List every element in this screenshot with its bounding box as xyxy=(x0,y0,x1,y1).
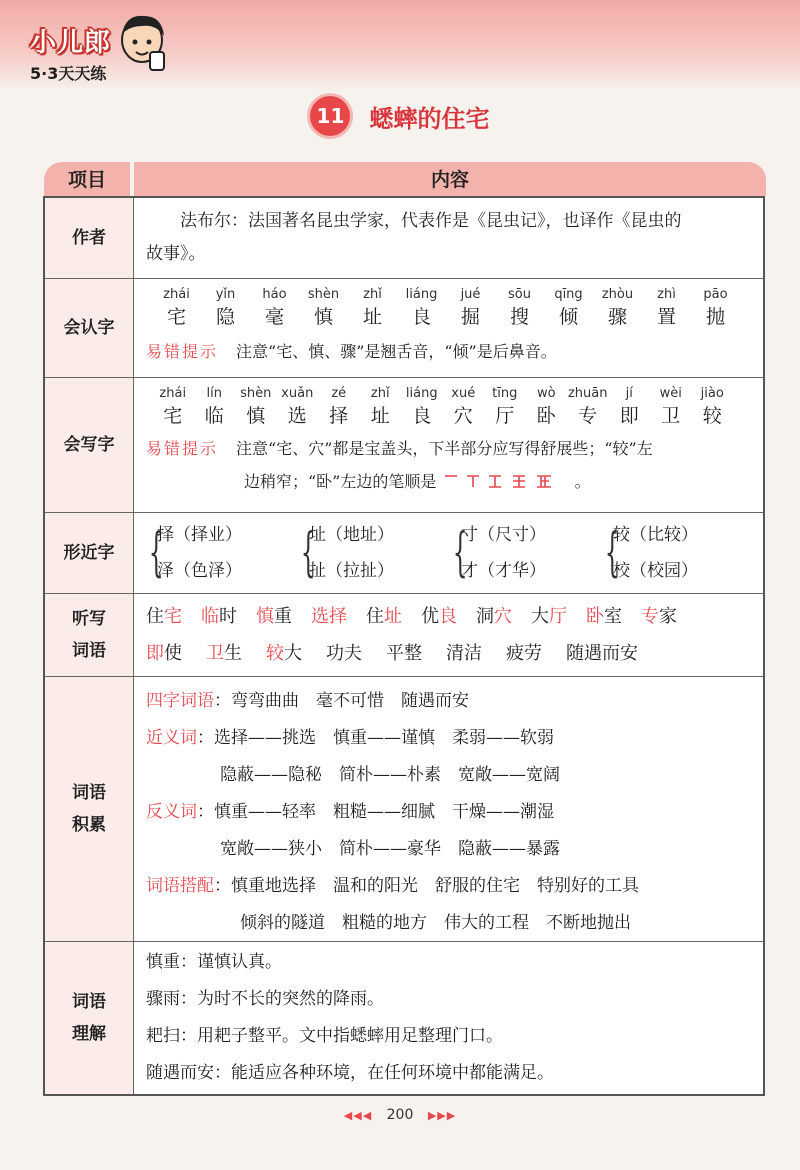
dictation-word: 慎重 xyxy=(256,606,292,627)
lesson-title xyxy=(0,96,800,144)
label-read-chars: 会认字 xyxy=(45,279,134,377)
pinyin: shèn xyxy=(307,287,340,302)
brace-icon: { xyxy=(604,523,620,583)
hanzi: 宅 xyxy=(166,306,186,328)
row-write-chars xyxy=(45,377,763,512)
pinyin: jiào xyxy=(700,386,724,401)
dictation-line-1 xyxy=(146,598,751,635)
read-chars-content xyxy=(134,279,763,377)
understanding-content xyxy=(134,942,763,1094)
label-understanding-1: 词语 xyxy=(72,992,106,1012)
author-line-2: 故事》。 xyxy=(146,244,206,264)
hanzi: 卧 xyxy=(536,405,556,427)
hanzi: 宅 xyxy=(163,405,183,427)
similar-group xyxy=(298,517,450,589)
row-similar-chars xyxy=(45,512,763,593)
collocation-line-2: 倾斜的隧道 粗糙的地方 伟大的工程 不断地抛出 xyxy=(240,913,631,933)
dictation-word: 住宅 xyxy=(146,606,182,627)
antonym-text-1: ：慎重——轻率 粗糙——细腻 干燥——潮湿 xyxy=(197,802,554,822)
hanzi: 骤 xyxy=(607,306,627,328)
hanzi: 择 xyxy=(329,405,349,427)
column-header-item: 项目 xyxy=(44,162,130,196)
pinyin: wò xyxy=(536,386,556,401)
similar-word: 才（才华） xyxy=(461,561,546,581)
read-pinyin-row xyxy=(146,287,751,302)
hanzi: 即 xyxy=(619,405,639,427)
hanzi: 慎 xyxy=(313,306,333,328)
similar-word: 寸（尺寸） xyxy=(461,525,546,545)
similar-word: 泽（色泽） xyxy=(157,561,242,581)
pinyin: wèi xyxy=(659,386,682,401)
label-dictation-2: 词语 xyxy=(72,641,106,661)
dictation-word: 即使 xyxy=(146,643,182,664)
brace-icon: { xyxy=(148,523,164,583)
pinyin: qīng xyxy=(554,287,583,302)
label-accumulation xyxy=(45,677,134,941)
write-tip-1 xyxy=(146,436,751,459)
label-accumulation-2: 积累 xyxy=(72,815,106,835)
pinyin: sōu xyxy=(508,287,531,302)
label-dictation xyxy=(45,594,134,676)
hanzi: 临 xyxy=(204,405,224,427)
lesson-title-text: 蟋蟀的住宅 xyxy=(369,104,490,133)
left-arrows-icon: ◀◀◀ xyxy=(343,1109,373,1122)
idiom-text: ：弯弯曲曲 毫不可惜 随遇而安 xyxy=(214,691,469,711)
label-author: 作者 xyxy=(45,198,134,278)
similar-word: 择（择业） xyxy=(157,525,242,545)
pinyin: zhuān xyxy=(567,386,608,401)
similar-word: 扯（拉扯） xyxy=(309,561,394,581)
synonym-line-2: 隐蔽——隐秘 简朴——朴素 宽敞——宽阔 xyxy=(220,765,560,785)
pinyin: lín xyxy=(206,386,222,401)
write-pinyin-row xyxy=(146,386,751,401)
page-header xyxy=(0,0,800,92)
write-chars-row xyxy=(146,401,751,428)
collocation-label: 词语搭配 xyxy=(146,876,214,896)
pinyin: zhǐ xyxy=(370,386,390,401)
dictation-word: 卧室 xyxy=(586,606,622,627)
write-tip-2 xyxy=(146,469,751,492)
understanding-line: 耙扫：用耙子整平。文中指蟋蟀用足整理门口。 xyxy=(146,1026,503,1046)
similar-word: 较（比较） xyxy=(613,525,698,545)
hanzi: 抛 xyxy=(705,306,725,328)
similar-group xyxy=(602,517,754,589)
idiom-line xyxy=(146,683,751,720)
dictation-word: 临时 xyxy=(201,606,237,627)
label-dictation-1: 听写 xyxy=(72,609,106,629)
read-tip-text: 注意“宅、慎、骤”是翘舌音，“倾”是后鼻音。 xyxy=(236,342,557,361)
idiom-label: 四字词语 xyxy=(146,691,214,711)
hanzi: 隐 xyxy=(215,306,235,328)
row-read-chars xyxy=(45,278,763,377)
brace-icon: { xyxy=(452,523,468,583)
dictation-word: 清洁 xyxy=(446,643,482,664)
pinyin: liáng xyxy=(405,287,438,302)
label-accumulation-1: 词语 xyxy=(72,783,106,803)
dictation-word: 疲劳 xyxy=(506,643,542,664)
table-header xyxy=(44,162,766,196)
dictation-word: 专家 xyxy=(641,606,677,627)
read-tip-label: 易错提示 xyxy=(146,342,219,361)
collocation-line-1 xyxy=(146,868,751,905)
page-footer xyxy=(0,1107,800,1123)
pinyin: pāo xyxy=(703,287,728,302)
pinyin: tīng xyxy=(492,386,518,401)
pinyin: háo xyxy=(262,287,287,302)
author-line-1: 法布尔：法国著名昆虫学家，代表作是《昆虫记》，也译作《昆虫的 xyxy=(180,211,682,231)
dictation-word: 随遇而安 xyxy=(566,643,638,664)
row-dictation xyxy=(45,593,763,676)
stroke-order-figure xyxy=(441,472,569,490)
synonym-label: 近义词 xyxy=(146,728,197,748)
hanzi: 专 xyxy=(578,405,598,427)
pinyin: zhái xyxy=(159,386,187,401)
brand-name: 小儿郎 xyxy=(30,28,112,58)
hanzi: 卫 xyxy=(661,405,681,427)
hanzi: 较 xyxy=(702,405,722,427)
pinyin: liáng xyxy=(405,386,438,401)
antonym-label: 反义词 xyxy=(146,802,197,822)
similar-content xyxy=(134,513,766,593)
write-chars-content xyxy=(134,378,763,512)
read-tip xyxy=(146,339,751,362)
dictation-content xyxy=(134,594,763,676)
label-understanding xyxy=(45,942,134,1094)
hanzi: 穴 xyxy=(453,405,473,427)
mascot-icon xyxy=(116,12,168,72)
dictation-word: 功夫 xyxy=(326,643,362,664)
dictation-word: 洞穴 xyxy=(476,606,512,627)
hanzi: 良 xyxy=(412,405,432,427)
dictation-word: 较大 xyxy=(266,643,302,664)
pinyin: zé xyxy=(331,386,347,401)
brand-logo xyxy=(30,22,111,84)
write-tip-end: 。 xyxy=(574,472,591,491)
dictation-word: 住址 xyxy=(366,606,402,627)
right-arrows-icon: ▶▶▶ xyxy=(427,1109,457,1122)
dictation-word: 大厅 xyxy=(531,606,567,627)
study-table xyxy=(43,196,765,1096)
synonym-line-1 xyxy=(146,720,751,757)
label-similar-chars: 形近字 xyxy=(45,513,134,593)
synonym-text-1: ：选择——挑选 慎重——谨慎 柔弱——软弱 xyxy=(197,728,554,748)
page-number: 200 xyxy=(386,1107,414,1123)
row-understanding xyxy=(45,941,763,1094)
pinyin: zhòu xyxy=(601,287,634,302)
pinyin: shèn xyxy=(240,386,272,401)
hanzi: 倾 xyxy=(558,306,578,328)
hanzi: 搜 xyxy=(509,306,529,328)
write-tip-text-2: 边稍窄；“卧”左边的笔顺是 xyxy=(244,472,437,491)
label-write-chars: 会写字 xyxy=(45,378,134,512)
accumulation-content xyxy=(134,677,763,941)
pinyin: jí xyxy=(625,386,633,401)
series-name: 5·3天天练 xyxy=(30,64,107,83)
understanding-line: 随遇而安：能适应各种环境，在任何环境中都能满足。 xyxy=(146,1063,554,1083)
antonym-line-1 xyxy=(146,794,751,831)
dictation-word: 平整 xyxy=(386,643,422,664)
hanzi: 选 xyxy=(287,405,307,427)
pinyin: yǐn xyxy=(215,287,236,302)
write-tip-text-1: 注意“宅、穴”都是宝盖头，下半部分应写得舒展些；“较”左 xyxy=(236,439,653,458)
row-accumulation xyxy=(45,676,763,941)
hanzi: 良 xyxy=(411,306,431,328)
hanzi: 毫 xyxy=(264,306,284,328)
understanding-line: 骤雨：为时不长的突然的降雨。 xyxy=(146,989,384,1009)
author-content xyxy=(134,198,763,278)
pinyin: xué xyxy=(451,386,476,401)
brace-icon: { xyxy=(300,523,316,583)
similar-groups xyxy=(146,517,754,589)
hanzi: 掘 xyxy=(460,306,480,328)
hanzi: 置 xyxy=(656,306,676,328)
understanding-line: 慎重：谨慎认真。 xyxy=(146,952,282,972)
write-tip-label: 易错提示 xyxy=(146,439,219,458)
similar-word: 址（地址） xyxy=(309,525,394,545)
read-chars-row xyxy=(146,302,751,329)
hanzi: 址 xyxy=(362,306,382,328)
pinyin: jué xyxy=(460,287,481,302)
pinyin: zhái xyxy=(163,287,190,302)
column-header-content: 内容 xyxy=(134,162,766,196)
pinyin: zhì xyxy=(657,287,676,302)
dictation-word: 选择 xyxy=(311,606,347,627)
collocation-text-1: ：慎重地选择 温和的阳光 舒服的住宅 特别好的工具 xyxy=(214,876,639,896)
antonym-line-2: 宽敞——狭小 简朴——豪华 隐蔽——暴露 xyxy=(220,839,560,859)
hanzi: 址 xyxy=(370,405,390,427)
hanzi: 厅 xyxy=(495,405,515,427)
similar-group xyxy=(146,517,298,589)
dictation-word: 优良 xyxy=(421,606,457,627)
dictation-line-2 xyxy=(146,635,751,672)
similar-word: 校（校园） xyxy=(613,561,698,581)
hanzi: 慎 xyxy=(246,405,266,427)
row-author xyxy=(45,198,763,278)
pinyin: xuǎn xyxy=(281,386,314,401)
dictation-word: 卫生 xyxy=(206,643,242,664)
similar-group xyxy=(450,517,602,589)
label-understanding-2: 理解 xyxy=(72,1024,106,1044)
pinyin: zhǐ xyxy=(363,287,382,302)
lesson-number-badge: 11 xyxy=(310,96,350,136)
